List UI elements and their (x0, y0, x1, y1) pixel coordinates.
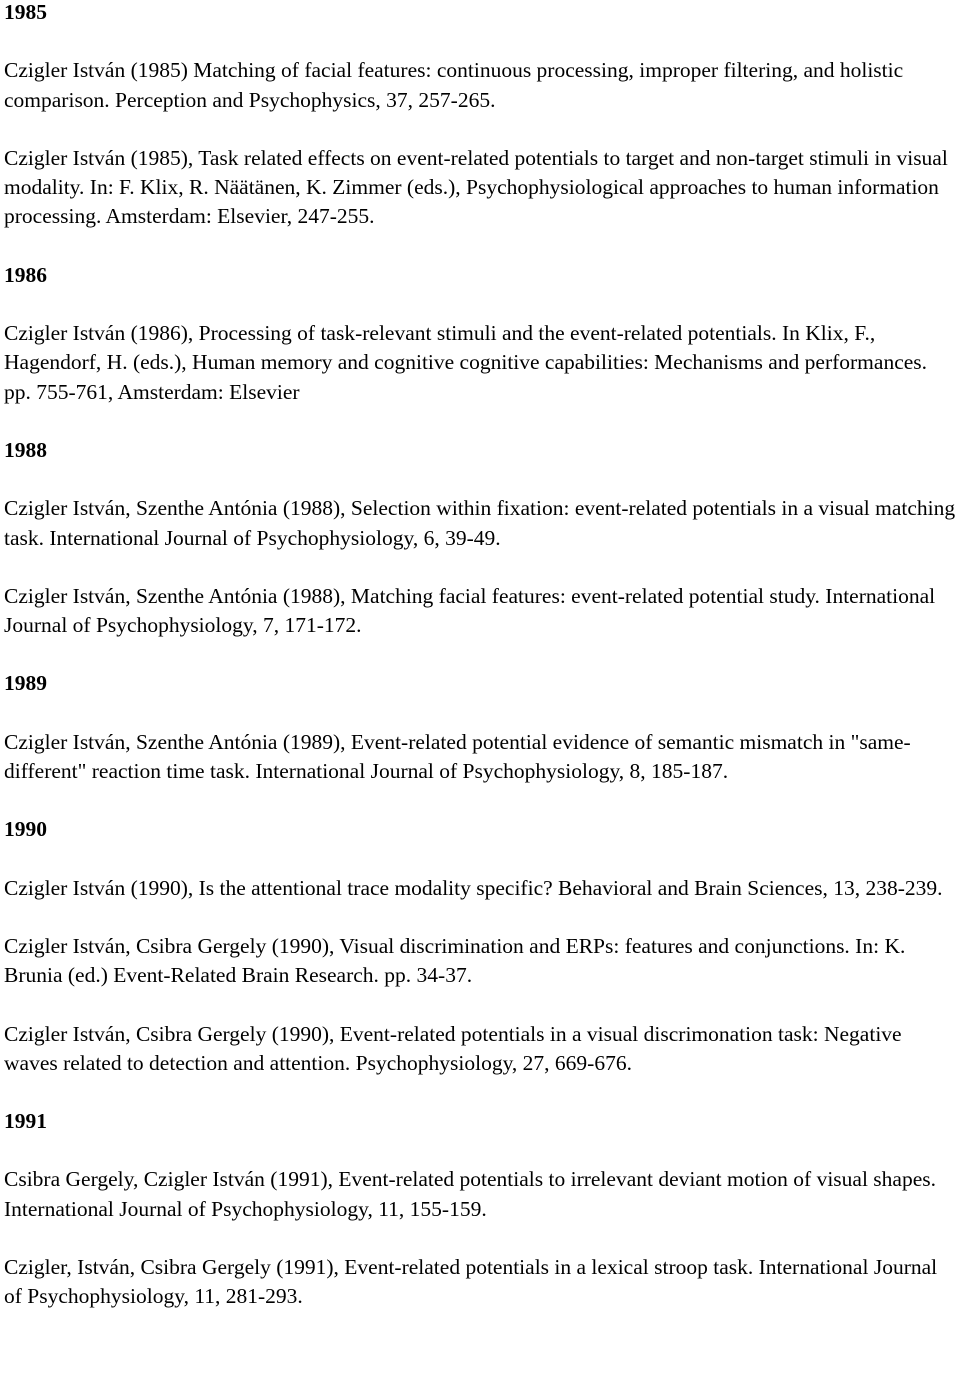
publication-list (4, 0, 958, 1341)
publication-entry: Czigler István, Csibra Gergely (1990), Event-related potentials in a visual discrimonation task: Negative waves related to detection and attention. Psychophysiology, 27, 669-676. (4, 1021, 902, 1075)
section-1986 (4, 261, 958, 407)
section-1990 (4, 815, 958, 1078)
section-1985 (4, 0, 958, 232)
publication-entry: Czigler István, Szenthe Antónia (1988), Matching facial features: event-related potential study. International Journal of Psychophysiology, 7, 171-172. (4, 583, 936, 638)
publication-entry: Czigler István (1985), Task related effects on event-related potentials to target and non-target stimuli in visual modality. In: F. Klix, R. Näätänen, K. Zimmer (eds.), Psychophysiological approaches to human information processing. Amsterdam: Elsevier, 247-255. (4, 145, 948, 229)
section-1988 (4, 436, 958, 640)
year-heading: 1988 (4, 437, 47, 462)
year-heading: 1989 (4, 671, 47, 696)
year-heading: 1986 (4, 262, 47, 287)
year-heading: 1985 (4, 0, 47, 24)
publication-entry: Czigler István (1985) Matching of facial features: continuous processing, improper filtering, and holistic comparison. Perception and Psychophysics, 37, 257-265. (4, 58, 904, 112)
publication-entry: Czigler István, Csibra Gergely (1990), Visual discrimination and ERPs: features and conjunctions. In: K. Brunia (ed.) Event-Related Brain Research. pp. 34-37. (4, 933, 906, 988)
publication-entry: Czigler István (1986), Processing of task-relevant stimuli and the event-related potentials. In Klix, F., Hagendorf, H. (eds.), Human memory and cognitive cognitive capabilities: Mechanisms and performances. pp. 755-761, Amsterdam: Elsevier (4, 321, 928, 404)
year-heading: 1990 (4, 817, 47, 842)
section-1989 (4, 669, 958, 786)
publication-entry: Czigler István, Szenthe Antónia (1988), Selection within fixation: event-related potentials in a visual matching task. International Journal of Psychophysiology, 6, 39-49. (4, 496, 956, 550)
publication-entry: Csibra Gergely, Czigler István (1991), Event-related potentials to irrelevant deviant motion of visual shapes. International Journal of Psychophysiology, 11, 155-159. (4, 1167, 937, 1221)
publication-entry: Czigler István (1990), Is the attentional trace modality specific? Behavioral and Brain Sciences, 13, 238-239. (4, 875, 943, 900)
publication-entry: Czigler István, Szenthe Antónia (1989), Event-related potential evidence of semantic mismatch in "same-different" reaction time task. International Journal of Psychophysiology, 8, 185-187. (4, 729, 911, 784)
year-heading: 1991 (4, 1109, 47, 1134)
section-1991 (4, 1107, 958, 1311)
publication-entry: Czigler, István, Csibra Gergely (1991), Event-related potentials in a lexical stroop task. International Journal of Psychophysiology, 11, 281-293. (4, 1255, 938, 1309)
